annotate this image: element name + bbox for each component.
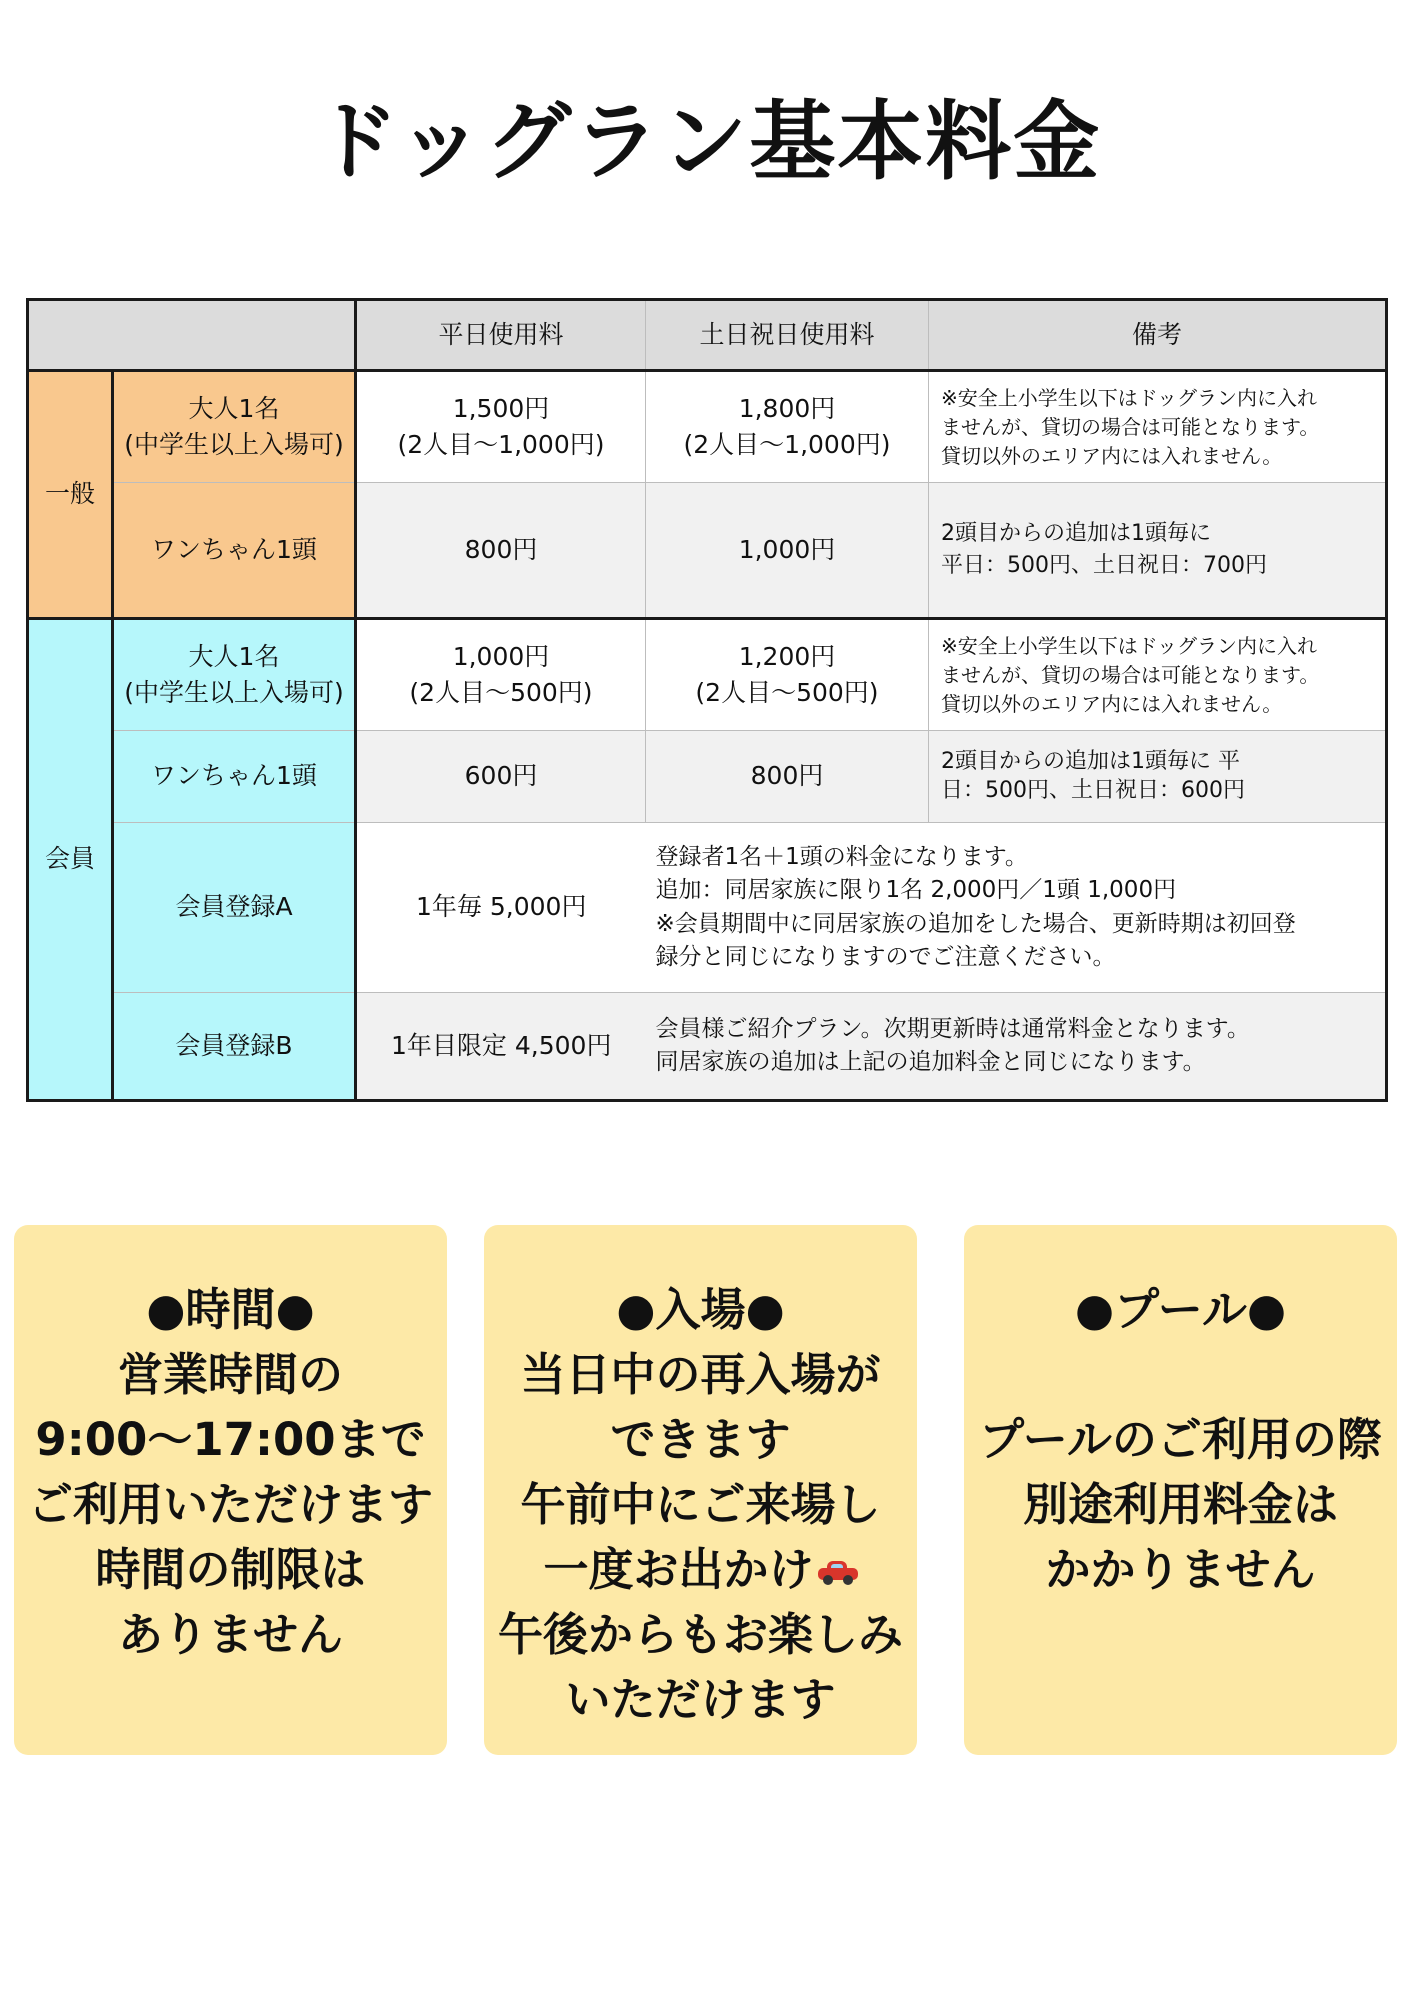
- price-main: 1年目限定 4,500円: [391, 1030, 612, 1060]
- registration-price: [356, 993, 646, 1101]
- registration-price: [356, 823, 646, 993]
- note-line: 同居家族の追加は上記の追加料金と同じになります。: [655, 1049, 1206, 1075]
- note-line: 2頭目からの追加は1頭毎に 平: [941, 748, 1240, 774]
- item-cell: [113, 371, 356, 483]
- price-sub: (2人目〜1,000円): [683, 430, 891, 459]
- price-main: 1,000円: [738, 534, 836, 564]
- price-main: 600円: [464, 761, 538, 791]
- note-line: 登録者1名＋1頭の料金になります。: [655, 843, 1028, 870]
- note-line: ませんが、貸切の場合は可能となります。: [941, 414, 1320, 439]
- price-main: 800円: [464, 534, 538, 564]
- weekday-price: [356, 483, 646, 619]
- weekday-price: [356, 619, 646, 731]
- table-row: [28, 823, 1387, 993]
- holiday-price: [646, 371, 929, 483]
- card-heading: ●時間●: [146, 1283, 315, 1336]
- page-title: ドッグラン基本料金: [312, 92, 1102, 192]
- card-time: [14, 1225, 447, 1755]
- table-row: [28, 993, 1387, 1101]
- card-line: 別途利用料金は: [1022, 1478, 1338, 1531]
- holiday-price: [646, 619, 929, 731]
- card-entry: [484, 1225, 917, 1755]
- note-line: 貸切以外のエリア内には入れません。: [941, 443, 1283, 468]
- card-line: かかりません: [1045, 1543, 1316, 1596]
- price-main: 800円: [750, 761, 824, 791]
- note-line: 2頭目からの追加は1頭毎に: [941, 521, 1211, 547]
- header-empty-cell: [28, 300, 356, 371]
- note-line: ※安全上小学生以下はドッグラン内に入れ: [941, 633, 1317, 658]
- note-line: 平日：500円、土日祝日：700円: [941, 553, 1267, 578]
- table-row: [28, 619, 1387, 731]
- car-icon: [818, 1560, 858, 1586]
- price-main: 1,800円: [738, 393, 836, 423]
- note-cell: [929, 371, 1387, 483]
- item-label: ワンちゃん1頭: [151, 761, 317, 791]
- note-line: ※安全上小学生以下はドッグラン内に入れ: [941, 385, 1317, 410]
- item-cell: [113, 993, 356, 1101]
- note-line: 貸切以外のエリア内には入れません。: [941, 691, 1283, 716]
- card-heading: ●入場●: [616, 1283, 785, 1336]
- item-sublabel: (中学生以上入場可): [124, 430, 344, 459]
- item-sublabel: (中学生以上入場可): [124, 678, 344, 707]
- header-weekday: 平日使用料: [356, 300, 646, 371]
- card-pool: [964, 1225, 1397, 1755]
- note-line: 録分と同じになりますのでご注意ください。: [655, 943, 1116, 970]
- price-main: 1年毎 5,000円: [416, 892, 587, 922]
- card-heading: ●プール●: [1074, 1283, 1287, 1336]
- holiday-price: [646, 731, 929, 823]
- table-row: [28, 371, 1387, 483]
- table-row: [28, 731, 1387, 823]
- item-cell: [113, 823, 356, 993]
- note-cell: [646, 823, 1387, 993]
- card-line: 時間の制限は: [95, 1543, 366, 1596]
- header-notes: 備考: [929, 300, 1387, 371]
- card-line: 9:00〜17:00まで: [35, 1413, 426, 1466]
- price-main: 1,500円: [452, 393, 550, 423]
- table-row: [28, 483, 1387, 619]
- price-main: 1,200円: [738, 641, 836, 671]
- card-line: いただけます: [565, 1673, 836, 1726]
- header-holiday: 土日祝日使用料: [646, 300, 929, 371]
- card-line: 営業時間の: [117, 1348, 343, 1401]
- price-sub: (2人目〜500円): [409, 678, 593, 707]
- card-line: 午前中にご来場し: [520, 1478, 881, 1531]
- card-line: 午後からもお楽しみ: [497, 1608, 903, 1661]
- item-label: 会員登録B: [175, 1030, 293, 1060]
- category-general: 一般: [28, 371, 113, 619]
- item-label: 会員登録A: [175, 892, 293, 922]
- weekday-price: [356, 371, 646, 483]
- price-main: 1,000円: [452, 641, 550, 671]
- item-cell: [113, 619, 356, 731]
- item-cell: [113, 731, 356, 823]
- card-line: ご利用いただけます: [27, 1478, 433, 1531]
- card-line-with-icon: [484, 1537, 917, 1602]
- note-cell: [646, 993, 1387, 1101]
- item-cell: [113, 483, 356, 619]
- table-header-row: [28, 300, 1387, 371]
- note-cell: [929, 483, 1387, 619]
- weekday-price: [356, 731, 646, 823]
- card-line: 一度お出かけ: [543, 1543, 814, 1596]
- item-label: ワンちゃん1頭: [151, 534, 317, 564]
- note-line: ませんが、貸切の場合は可能となります。: [941, 662, 1320, 687]
- card-line: 当日中の再入場が: [520, 1348, 881, 1401]
- price-sub: (2人目〜1,000円): [397, 430, 605, 459]
- note-line: 追加：同居家族に限り1名 2,000円／1頭 1,000円: [655, 877, 1177, 904]
- note-line: 会員様ご紹介プラン。次期更新時は通常料金となります。: [655, 1015, 1250, 1042]
- item-label: 大人1名: [188, 393, 280, 423]
- fee-table: [26, 298, 1388, 1102]
- item-label: 大人1名: [188, 641, 280, 671]
- category-member: 会員: [28, 619, 113, 1101]
- card-line: プールのご利用の際: [979, 1413, 1382, 1466]
- note-cell: [929, 619, 1387, 731]
- holiday-price: [646, 483, 929, 619]
- card-line: できます: [610, 1413, 791, 1466]
- note-line: ※会員期間中に同居家族の追加をした場合、更新時期は初回登: [655, 910, 1296, 937]
- note-line: 日：500円、土日祝日：600円: [941, 777, 1245, 803]
- card-line: ありません: [117, 1608, 343, 1661]
- price-sub: (2人目〜500円): [695, 678, 879, 707]
- note-cell: [929, 731, 1387, 823]
